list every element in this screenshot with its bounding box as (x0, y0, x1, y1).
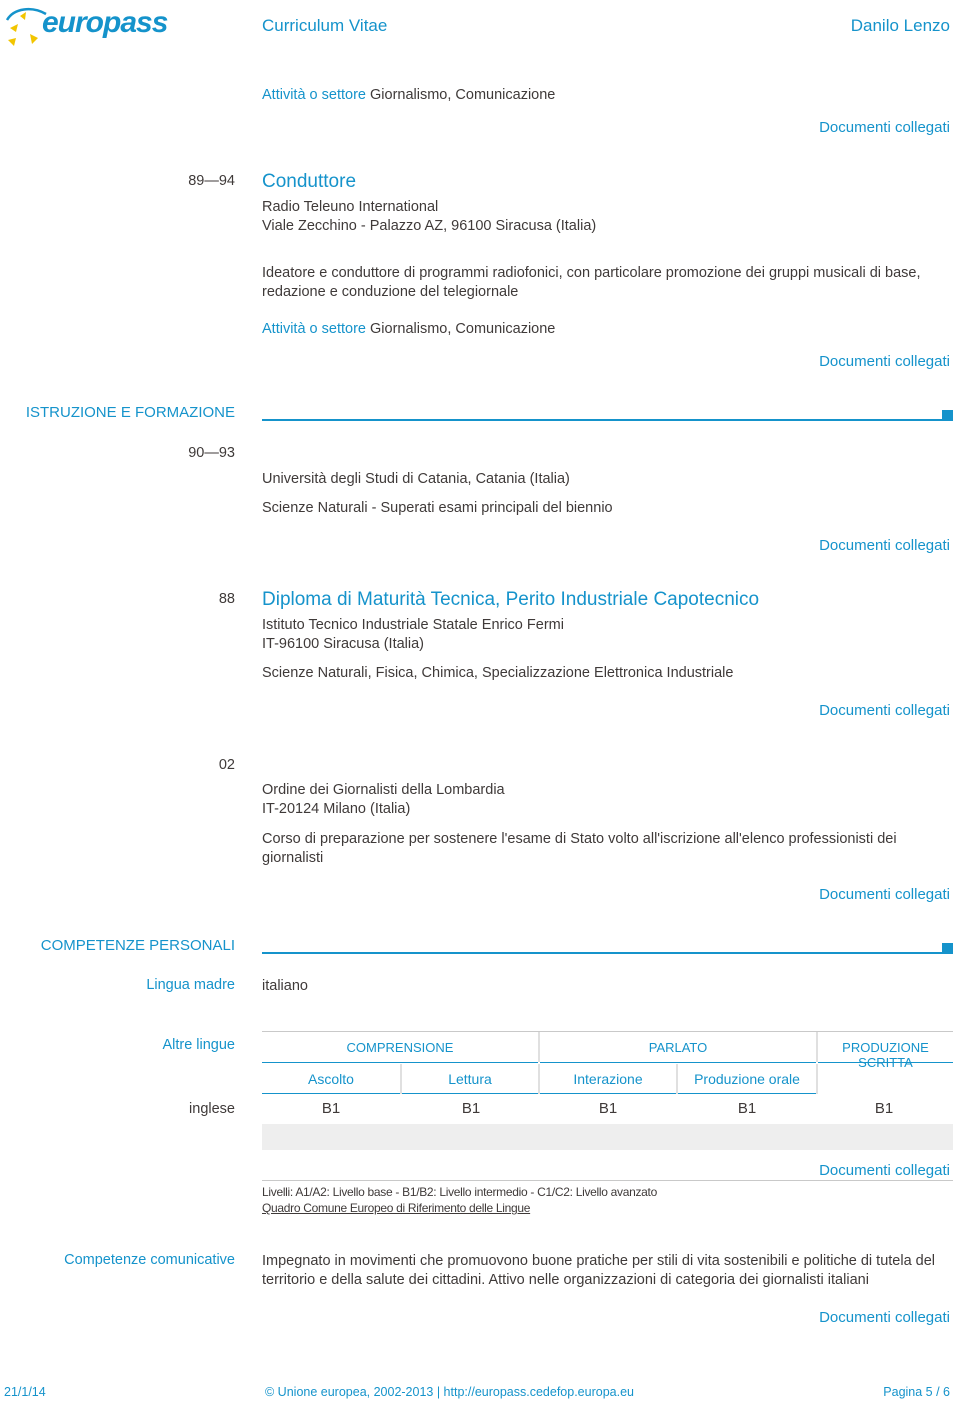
col-group-writing: PRODUZIONE SCRITTA (818, 1040, 953, 1063)
job-title: Conduttore (262, 171, 357, 192)
edu-address: IT-96100 Siracusa (Italia) (262, 636, 424, 652)
mother-tongue-value: italiano (262, 978, 308, 994)
edu-description: Scienze Naturali - Superati esami principali del biennio (262, 500, 613, 516)
linked-documents-link[interactable]: Documenti collegati (819, 537, 950, 554)
level-production: B1 (737, 1100, 757, 1117)
section-divider (262, 952, 942, 954)
europass-logo (4, 4, 168, 48)
job-description: Ideatore e conduttore di programmi radiofonici, con particolare promozione dei gruppi musicali di base, redazione e conduzione del telegiornale (262, 265, 921, 300)
footer-date: 21/1/14 (4, 1385, 46, 1399)
sector-line (262, 87, 555, 103)
edu-organisation: Università degli Studi di Catania, Catania (Italia) (262, 471, 570, 487)
col-group-speaking: PARLATO (540, 1040, 816, 1063)
work-dates: 89—94 (188, 173, 235, 189)
mother-tongue-label: Lingua madre (146, 977, 235, 993)
level-listening: B1 (321, 1100, 341, 1117)
linked-documents-link[interactable]: Documenti collegati (819, 886, 950, 903)
footer-page-number: Pagina 5 / 6 (883, 1385, 950, 1399)
edu-title: Diploma di Maturità Tecnica, Perito Industriale Capotecnico (262, 589, 760, 610)
sector-value: Giornalismo, Comunicazione (370, 321, 556, 337)
section-divider (262, 419, 942, 421)
person-name: Danilo Lenzo (850, 16, 950, 35)
employer-name: Radio Teleuno International (262, 199, 439, 215)
footer-copyright[interactable]: © Unione europea, 2002-2013 | http://europass.cedefop.europa.eu (265, 1385, 634, 1399)
edu-organisation: Ordine dei Giornalisti della Lombardia (262, 782, 505, 798)
sector-value: Giornalismo, Comunicazione (370, 87, 556, 103)
doc-title: Curriculum Vitae (262, 16, 388, 35)
logo-text: europass (42, 6, 168, 39)
sub-col-reading: Lettura (402, 1071, 538, 1094)
linked-documents-link[interactable]: Documenti collegati (819, 1309, 950, 1326)
language-name: inglese (189, 1101, 235, 1117)
linked-documents-link[interactable]: Documenti collegati (819, 119, 950, 136)
sector-label: Attività o settore (262, 321, 366, 337)
certificate-row (262, 1124, 953, 1150)
sub-col-production: Produzione orale (678, 1071, 816, 1094)
edu-organisation: Istituto Tecnico Industriale Statale Enrico Fermi (262, 617, 564, 633)
level-interaction: B1 (598, 1100, 618, 1117)
col-group-comprehension: COMPRENSIONE (262, 1040, 538, 1063)
section-marker (942, 943, 953, 954)
levels-note: Livelli: A1/A2: Livello base - B1/B2: Livello intermedio - C1/C2: Livello avanzato (262, 1185, 657, 1199)
edu-description: Corso di preparazione per sostenere l'esame di Stato volto all'iscrizione all'elenco professionisti dei giornalisti (262, 831, 897, 866)
edu-description: Scienze Naturali, Fisica, Chimica, Specializzazione Elettronica Industriale (262, 665, 734, 681)
edu-dates: 02 (218, 757, 235, 773)
edu-dates: 88 (218, 591, 235, 607)
sector-label: Attività o settore (262, 87, 366, 103)
communication-skills-text: Impegnato in movimenti che promuovono buone pratiche per stili di vita sostenibili e politiche di tutela del territorio e della salute dei cittadini. Attivo nelle organizzazioni di categoria dei giornalisti italiani (262, 1253, 936, 1288)
section-heading-education: ISTRUZIONE E FORMAZIONE (25, 404, 235, 421)
section-marker (942, 410, 953, 421)
linked-documents-link[interactable]: Documenti collegati (819, 353, 950, 370)
edu-dates: 90—93 (188, 445, 235, 461)
other-languages-label: Altre lingue (162, 1037, 235, 1053)
framework-link[interactable] (262, 1201, 530, 1215)
employer-address: Viale Zecchino - Palazzo AZ, 96100 Siracusa (Italia) (262, 218, 597, 234)
sub-col-listening: Ascolto (262, 1071, 400, 1094)
framework-link-text[interactable]: Quadro Comune Europeo di Riferimento delle Lingue (262, 1201, 531, 1215)
linked-documents-link[interactable]: Documenti collegati (819, 702, 950, 719)
level-writing: B1 (874, 1100, 894, 1117)
level-reading: B1 (461, 1100, 481, 1117)
linked-documents-link[interactable]: Documenti collegati (819, 1162, 950, 1179)
communication-skills-label: Competenze comunicative (64, 1252, 235, 1268)
sub-col-interaction: Interazione (540, 1071, 676, 1094)
edu-address: IT-20124 Milano (Italia) (262, 801, 411, 817)
section-heading-skills: COMPETENZE PERSONALI (40, 937, 235, 954)
sector-line (262, 321, 555, 337)
